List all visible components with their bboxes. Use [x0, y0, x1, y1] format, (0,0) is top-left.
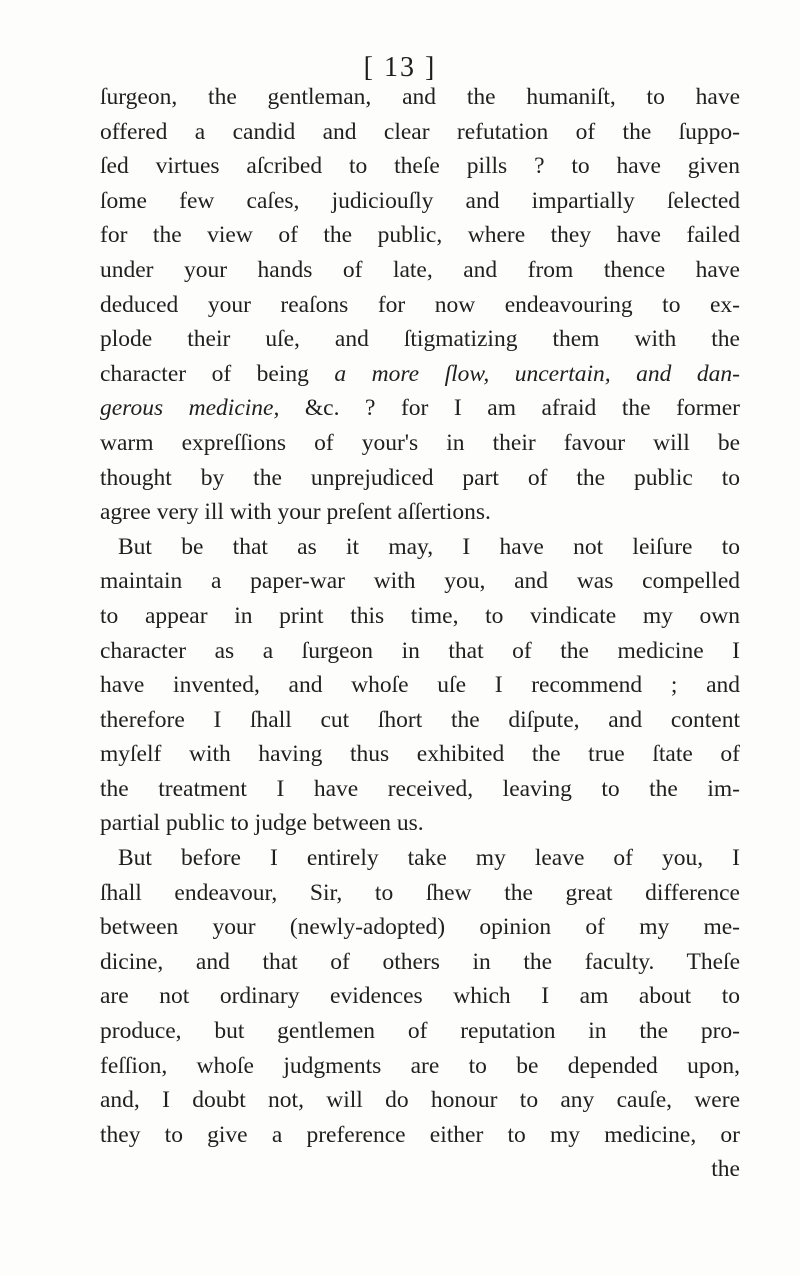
- text-line: myſelf with having thus exhibited the true ſtate of: [100, 741, 740, 768]
- text-segment: &c. ? for I am afraid the former: [279, 395, 741, 422]
- text-line: ſhall endeavour, Sir, to ſhew the great difference: [100, 879, 740, 906]
- page-number: [ 13 ]: [363, 52, 437, 83]
- text-line: character as a ſurgeon in that of the medicine I: [100, 637, 740, 664]
- text-line: But be that as it may, I have not leiſure to: [118, 533, 740, 560]
- text-line: deduced your reaſons for now endeavouring to ex-: [100, 291, 740, 318]
- text-line: the treatment I have received, leaving to the im-: [100, 775, 740, 802]
- text-line: ſurgeon, the gentleman, and the humaniſt, to have: [100, 84, 740, 110]
- text-line: agree very ill with your preſent aſſertions.: [100, 499, 491, 526]
- text-line: plode their uſe, and ſtigmatizing them with the: [100, 326, 740, 353]
- text-line: to appear in print this time, to vindicate my own: [100, 602, 740, 629]
- text-line: for the view of the public, where they have failed: [100, 222, 740, 249]
- text-line: thought by the unprejudiced part of the public to: [100, 464, 740, 491]
- text-line: ſome few caſes, judiciouſly and impartially ſelected: [100, 187, 740, 214]
- text-line: are not ordinary evidences which I am about to: [100, 983, 740, 1010]
- catchword: the: [711, 1156, 740, 1183]
- italic-phrase: a more ſlow, uncertain, and dan-: [334, 360, 740, 387]
- text-line: partial public to judge between us.: [100, 810, 424, 837]
- text-line: maintain a paper-war with you, and was compelled: [100, 568, 740, 595]
- body-text: [100, 80, 740, 1187]
- italic-phrase: gerous medicine,: [100, 395, 280, 422]
- text-line: warm expreſſions of your's in their favour will be: [100, 429, 740, 456]
- text-line: between your (newly-adopted) opinion of my me-: [100, 914, 740, 941]
- text-line: [100, 357, 740, 392]
- text-segment: character of being: [100, 360, 335, 387]
- text-line: ſed virtues aſcribed to theſe pills ? to have given: [100, 153, 740, 180]
- text-line: [100, 391, 740, 426]
- text-line: they to give a preference either to my medicine, or: [100, 1121, 740, 1148]
- text-line: dicine, and that of others in the faculty. Theſe: [100, 948, 740, 975]
- text-line: under your hands of late, and from thence have: [100, 256, 740, 283]
- text-line: and, I doubt not, will do honour to any cauſe, were: [100, 1087, 740, 1114]
- text-line: offered a candid and clear refutation of the ſuppo-: [100, 118, 740, 145]
- text-line: have invented, and whoſe uſe I recommend ; and: [100, 672, 740, 699]
- text-line: feſſion, whoſe judgments are to be depended upon,: [100, 1052, 740, 1079]
- text-line: therefore I ſhall cut ſhort the diſpute, and content: [100, 706, 740, 733]
- text-line: produce, but gentlemen of reputation in the pro-: [100, 1018, 740, 1045]
- text-line: But before I entirely take my leave of you, I: [118, 845, 740, 872]
